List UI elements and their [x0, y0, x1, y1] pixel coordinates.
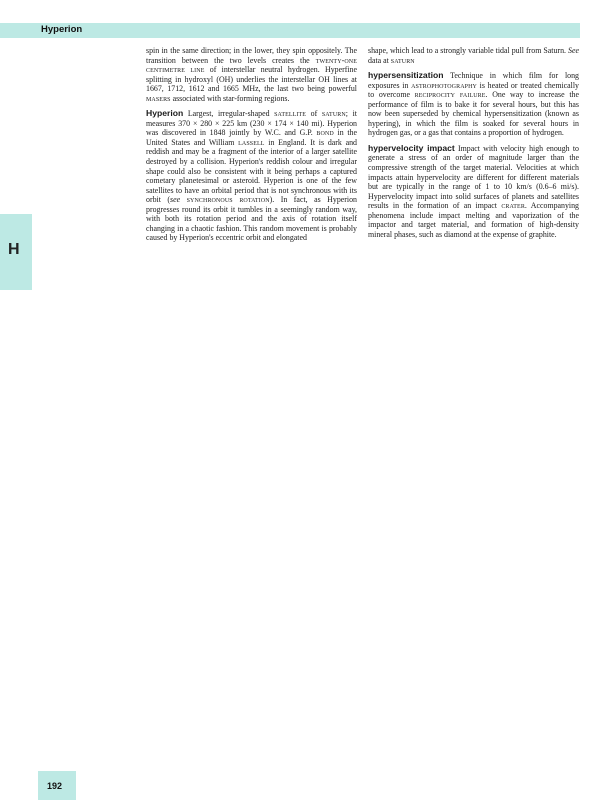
body-text: Technique in which film for long exposures in: [368, 71, 579, 90]
body-text: spin in the same direction; in the lower, they spin oppositely. The transition between the two levels creates the: [146, 46, 357, 65]
see-label: see: [170, 195, 181, 205]
body-text: of: [306, 109, 322, 119]
cross-reference[interactable]: astrophotography: [411, 80, 477, 90]
entry-headword: hypervelocity impact: [368, 142, 455, 153]
entry-hypersensitization: [368, 71, 579, 138]
entry-continuation-paragraph: [368, 46, 579, 65]
body-text: shape, which lead to a strongly variable tidal pull from Saturn.: [368, 46, 569, 55]
cross-reference[interactable]: crater: [501, 201, 525, 211]
body-text: data at: [368, 55, 391, 65]
running-header-title: Hyperion: [41, 24, 83, 35]
body-text: associated with star-forming regions.: [170, 93, 290, 103]
cross-reference[interactable]: lassell: [238, 137, 265, 147]
cross-reference[interactable]: masers: [146, 93, 171, 103]
cross-reference[interactable]: saturn: [321, 109, 346, 119]
left-text-column: [146, 46, 357, 243]
body-text: Impact with velocity high enough to generate a stress of an order of magnitude larger than the compressive strength of the target material. Velocities at which impacts attain hypervelocity are different for different materials but are typically in the range of 1 to 10 km/s (0.6–6 mi/s). Hypervelocity impact into solid surfaces of planets and satellites results in the formation of an impact: [368, 143, 579, 211]
right-text-column: [368, 46, 579, 239]
entry-headword: hypersensitization: [368, 70, 444, 81]
body-text: ). In fact, as Hyperion progresses round its orbit it tumbles in a seemingly random way, with both its rotation period and the axis of rotation itself changing in a chaotic fashion. This random movement is probably caused by Hyperion's eccentric orbit and elongated: [146, 195, 357, 243]
entry-continuation-paragraph: [146, 46, 357, 103]
entry-hypervelocity-impact: [368, 144, 579, 239]
cross-reference[interactable]: saturn: [390, 55, 415, 65]
body-text: of interstellar neutral hydrogen. Hyperfine splitting in hydroxyl (OH) underlies the interstellar OH lines at 1667, 1712, 1612 and 1665 MHz, the last two being powerful: [146, 65, 357, 94]
cross-reference[interactable]: reciprocity failure: [414, 90, 486, 100]
cross-reference[interactable]: synchronous rotation: [186, 195, 270, 205]
body-text: . Accompanying phenomena include impact melting and vaporization of the impactor and target material, and formation of high-density mineral phases, such as diamond at the expense of graphite.: [368, 201, 579, 239]
page-number: 192: [47, 781, 63, 791]
entry-hyperion: [146, 109, 357, 243]
running-header-bar: [0, 23, 580, 38]
cross-reference[interactable]: bond: [316, 128, 334, 138]
body-text: ; it measures 370 × 280 × 225 km (230 × 174 × 140 mi). Hyperion was discovered in 1848 jointly by W.C. and G.P.: [146, 109, 357, 138]
entry-headword: Hyperion: [146, 108, 184, 119]
section-letter: H: [8, 241, 20, 258]
cross-reference[interactable]: twenty-one centimetre line: [146, 55, 357, 75]
see-label: See: [568, 46, 579, 55]
body-text: in the United States and William: [146, 128, 357, 147]
cross-reference[interactable]: satellite: [274, 109, 307, 119]
body-text: is heated or treated chemically to overcome: [368, 80, 579, 100]
body-text: . One way to increase the performance of film is to bake it for several hours, but this has now been superseded by chemical hypersensitization (known as hypering), in which the film is soaked for several hours in hydrogen gas, or a gas that contains a proportion of hydrogen.: [368, 90, 579, 138]
body-text: Largest, irregular-shaped: [183, 109, 275, 119]
body-text: in England. It is dark and reddish and may be a fragment of the interior of a larger satellite destroyed by a collision. Hyperion's reddish colour and irregular shape could also be consistent with it being perhaps a captured cometary planetesimal or asteroid. Hyperion is one of the few satellites to have an orbital period that is not synchronous with its orbit (: [146, 137, 357, 205]
